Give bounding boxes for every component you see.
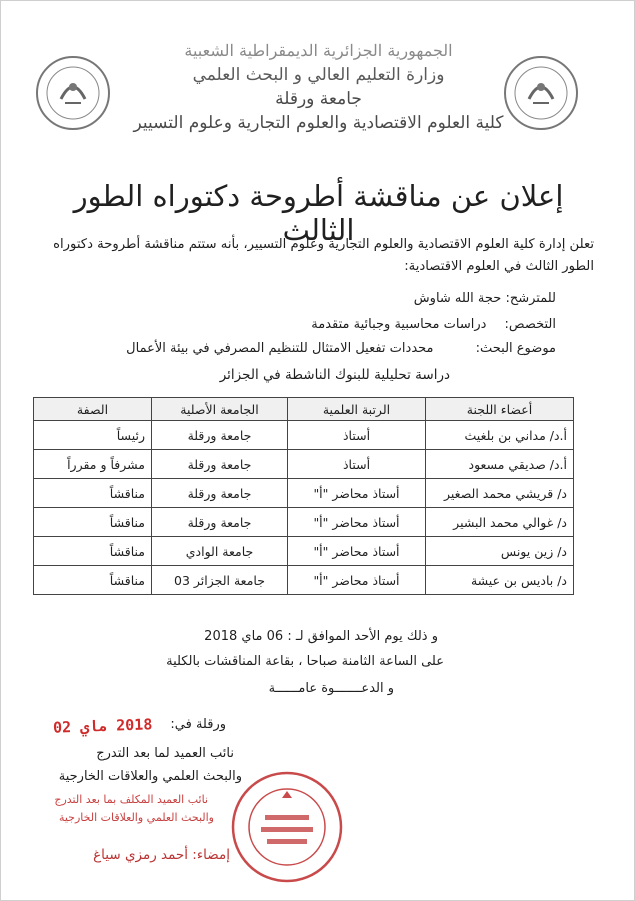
signature: إمضاء: أحمد رمزي سياغ xyxy=(93,847,230,863)
candidate-name: حجة الله شاوش xyxy=(413,291,502,306)
stamp-title-line1: نائب العميد المكلف بما بعد التدرج xyxy=(54,793,208,806)
intro-paragraph: تعلن إدارة كلية العلوم الاقتصادية والعلوم التجارية وعلوم التسيير، بأنه ستتم مناقشة أطروحة دكتوراه الطور الثالث في العلوم الاقتصادية: xyxy=(53,237,594,274)
member-rank: أستاذ محاضر "أ" xyxy=(288,537,426,566)
member-role: مناقشاً xyxy=(34,566,152,595)
specialty-label: التخصص: xyxy=(504,317,556,332)
republic-name: الجمهورية الجزائرية الديمقراطية الشعبية xyxy=(184,41,453,60)
member-university: جامعة ورقلة xyxy=(152,421,288,450)
topic-value-line2: دراسة تحليلية للبنوك الناشطة في الجزائر xyxy=(219,367,450,383)
letterhead xyxy=(121,39,516,135)
announcement-title: إعلان عن مناقشة أطروحة دكتوراه الطور الثالث xyxy=(73,179,564,247)
member-name: أ.د/ مداني بن بلغيث xyxy=(426,421,574,450)
member-name: د/ زين يونس xyxy=(426,537,574,566)
table-row xyxy=(34,450,574,479)
topic-value-line1: محددات تفعيل الامتثال للتنظيم المصرفي في بيئة الأعمال xyxy=(126,341,434,356)
faculty-name: كلية العلوم الاقتصادية والعلوم التجارية وعلوم التسيير xyxy=(133,113,504,133)
table-row xyxy=(34,566,574,595)
member-role: مناقشاً xyxy=(34,508,152,537)
header-member: أعضاء اللجنة xyxy=(426,398,574,421)
member-university: جامعة ورقلة xyxy=(152,450,288,479)
member-university: جامعة الجزائر 03 xyxy=(152,566,288,595)
member-role: مناقشاً xyxy=(34,537,152,566)
stamp-title-line2: والبحث العلمي والعلاقات الخارجية xyxy=(58,811,214,824)
member-name: د/ غوالي محمد البشير xyxy=(426,508,574,537)
member-university: جامعة ورقلة xyxy=(152,479,288,508)
university-logo-left xyxy=(33,53,113,133)
member-rank: أستاذ xyxy=(288,450,426,479)
member-rank: أستاذ محاضر "أ" xyxy=(288,479,426,508)
signatory-title-line1: نائب العميد لما بعد التدرج xyxy=(96,746,234,761)
date-line: و ذلك يوم الأحد الموافق لـ : 06 ماي 2018 xyxy=(204,629,438,644)
member-name: د/ قريشي محمد الصغير xyxy=(426,479,574,508)
ministry-name: وزارة التعليم العالي و البحث العلمي xyxy=(192,65,445,85)
table-row xyxy=(34,421,574,450)
member-role: مشرفاً و مقرراً xyxy=(34,450,152,479)
committee-table xyxy=(33,397,574,595)
member-rank: أستاذ محاضر "أ" xyxy=(288,508,426,537)
table-row xyxy=(34,479,574,508)
table-row xyxy=(34,537,574,566)
topic-label: موضوع البحث: xyxy=(475,341,556,356)
member-name: د/ باديس بن عيشة xyxy=(426,566,574,595)
time-line: على الساعة الثامنة صباحا ، بقاعة المناقشات بالكلية xyxy=(166,654,444,669)
place-date-label: ورقلة في: xyxy=(170,717,226,732)
topic-line xyxy=(76,341,556,356)
member-university: جامعة الوادي xyxy=(152,537,288,566)
table-row xyxy=(34,508,574,537)
round-official-stamp xyxy=(229,769,345,885)
header-rank: الرتبة العلمية xyxy=(288,398,426,421)
member-university: جامعة ورقلة xyxy=(152,508,288,537)
member-rank: أستاذ xyxy=(288,421,426,450)
member-name: أ.د/ صديقي مسعود xyxy=(426,450,574,479)
member-role: رئيساً xyxy=(34,421,152,450)
member-rank: أستاذ محاضر "أ" xyxy=(288,566,426,595)
specialty-value: دراسات محاسبية وجبائية متقدمة xyxy=(311,317,487,332)
header-university: الجامعة الأصلية xyxy=(152,398,288,421)
signatory-title-line2: والبحث العلمي والعلاقات الخارجية xyxy=(58,769,242,784)
table-header-row xyxy=(34,398,574,421)
specialty-line xyxy=(311,317,556,332)
header-role: الصفة xyxy=(34,398,152,421)
invitation-line: و الدعـــــــوة عامــــــة xyxy=(268,681,394,696)
candidate-line xyxy=(414,291,556,306)
date-stamp: 2018 ماي 02 xyxy=(52,715,153,737)
university-name: جامعة ورقلة xyxy=(275,89,362,109)
member-role: مناقشاً xyxy=(34,479,152,508)
candidate-label: للمترشح: xyxy=(505,291,556,306)
